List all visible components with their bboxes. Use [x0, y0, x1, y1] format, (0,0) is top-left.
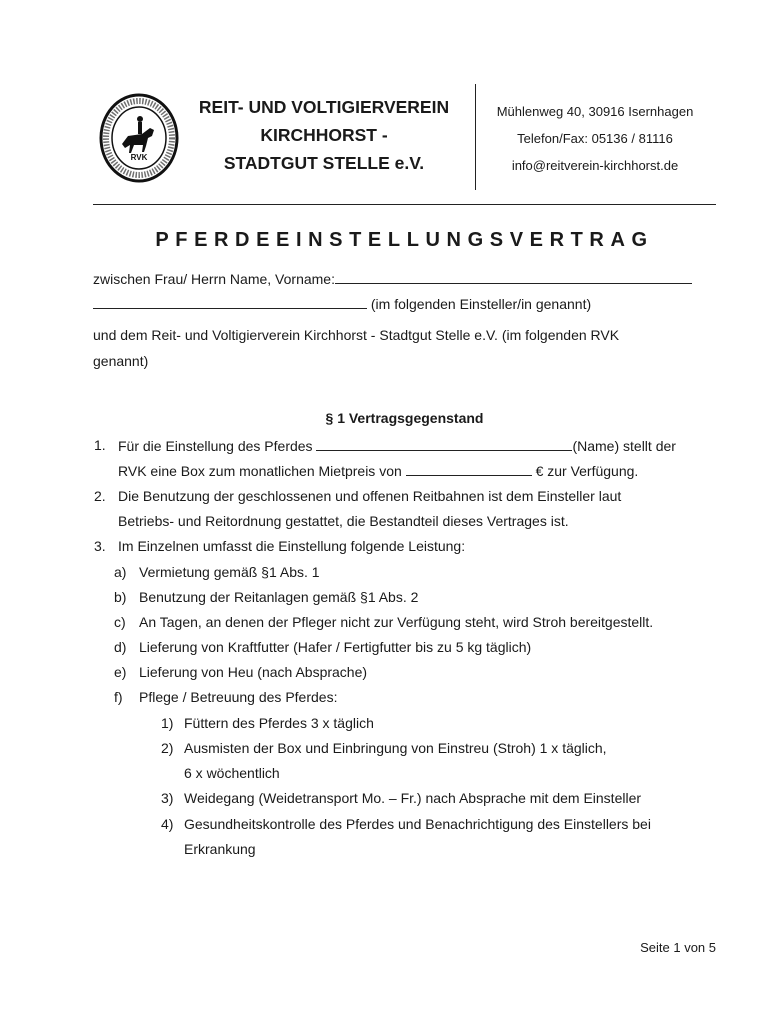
- item-number: 1.: [94, 437, 106, 453]
- header-rule: [93, 204, 716, 205]
- care-item-number: 4): [161, 816, 174, 832]
- party-line-1: [93, 269, 692, 288]
- care-item-number: 2): [161, 740, 174, 756]
- club-name-line: STADTGUT STELLE e.V.: [223, 153, 425, 173]
- contact-block: [480, 98, 710, 179]
- item-text: RVK eine Box zum monatlichen Mietpreis von: [118, 463, 402, 479]
- address: Mühlenweg 40, 30916 Isernhagen: [496, 104, 694, 119]
- item-number: 3.: [94, 538, 106, 554]
- name-blank[interactable]: [335, 269, 692, 284]
- sub-item-number: a): [114, 564, 127, 580]
- section-heading: § 1 Vertragsgegenstand: [325, 410, 484, 426]
- item-number: 2.: [94, 488, 106, 504]
- party-line-3: und dem Reit- und Voltigierverein Kirchhorst - Stadtgut Stelle e.V. (im folgenden RVK: [93, 327, 620, 343]
- care-item-number: 1): [161, 715, 174, 731]
- rent-blank[interactable]: [406, 461, 532, 476]
- party-label: zwischen Frau/ Herrn Name, Vorname:: [93, 271, 335, 287]
- logo-initials: RVK: [130, 153, 148, 162]
- party-role: (im folgenden Einsteller/in genannt): [370, 296, 592, 312]
- party-line-4: genannt): [93, 353, 149, 369]
- item-1-line-1: [118, 436, 676, 455]
- item-text: Für die Einstellung des Pferdes: [118, 438, 313, 454]
- sub-item-text: Benutzung der Reitanlagen gemäß §1 Abs. 2: [139, 589, 419, 605]
- care-item-text: Füttern des Pferdes 3 x täglich: [184, 715, 374, 731]
- care-item-text: Weidegang (Weidetransport Mo. – Fr.) nach Absprache mit dem Einsteller: [184, 790, 642, 806]
- sub-item-number: b): [114, 589, 127, 605]
- horse-name-blank[interactable]: [316, 436, 572, 451]
- sub-item-text: Vermietung gemäß §1 Abs. 1: [139, 564, 320, 580]
- club-name-line: REIT- UND VOLTIGIERVEREIN: [198, 97, 450, 117]
- name-blank-continued[interactable]: [93, 294, 367, 309]
- club-name-line: KIRCHHORST -: [260, 125, 388, 145]
- item-2-line-1: Die Benutzung der geschlossenen und offenen Reitbahnen ist dem Einsteller laut: [118, 488, 622, 504]
- care-item-text-continued: Erkrankung: [184, 841, 256, 857]
- care-item-number: 3): [161, 790, 174, 806]
- item-3-line-1: Im Einzelnen umfasst die Einstellung folgende Leistung:: [118, 538, 466, 554]
- sub-item-number: f): [114, 689, 123, 705]
- party-line-2: [93, 294, 591, 313]
- care-item-text-continued: 6 x wöchentlich: [184, 765, 280, 781]
- document-title: PFERDEEINSTELLUNGSVERTRAG: [155, 229, 654, 251]
- sub-item-text: Lieferung von Kraftfutter (Hafer / Fertigfutter bis zu 5 kg täglich): [139, 639, 532, 655]
- page-number: Seite 1 von 5: [640, 940, 716, 955]
- club-name: [174, 93, 474, 177]
- phone: Telefon/Fax: 05136 / 81116: [517, 131, 673, 146]
- email: info@reitverein-kirchhorst.de: [511, 158, 679, 173]
- sub-item-number: e): [114, 664, 127, 680]
- care-item-text: Ausmisten der Box und Einbringung von Einstreu (Stroh) 1 x täglich,: [184, 740, 607, 756]
- item-1-line-2: [118, 461, 638, 480]
- sub-item-number: c): [114, 614, 126, 630]
- sub-item-text: An Tagen, an denen der Pfleger nicht zur Verfügung steht, wird Stroh bereitgestellt.: [139, 614, 654, 630]
- item-text: € zur Verfügung.: [535, 463, 639, 479]
- sub-item-text: Lieferung von Heu (nach Absprache): [139, 664, 368, 680]
- sub-item-text: Pflege / Betreuung des Pferdes:: [139, 689, 338, 705]
- sub-item-number: d): [114, 639, 127, 655]
- care-item-text: Gesundheitskontrolle des Pferdes und Benachrichtigung des Einstellers bei: [184, 816, 651, 832]
- item-2-line-2: Betriebs- und Reitordnung gestattet, die Bestandteil dieses Vertrages ist.: [118, 513, 569, 529]
- header-divider: [475, 84, 476, 190]
- item-text: (Name) stellt der: [572, 438, 676, 454]
- club-logo: [98, 92, 180, 184]
